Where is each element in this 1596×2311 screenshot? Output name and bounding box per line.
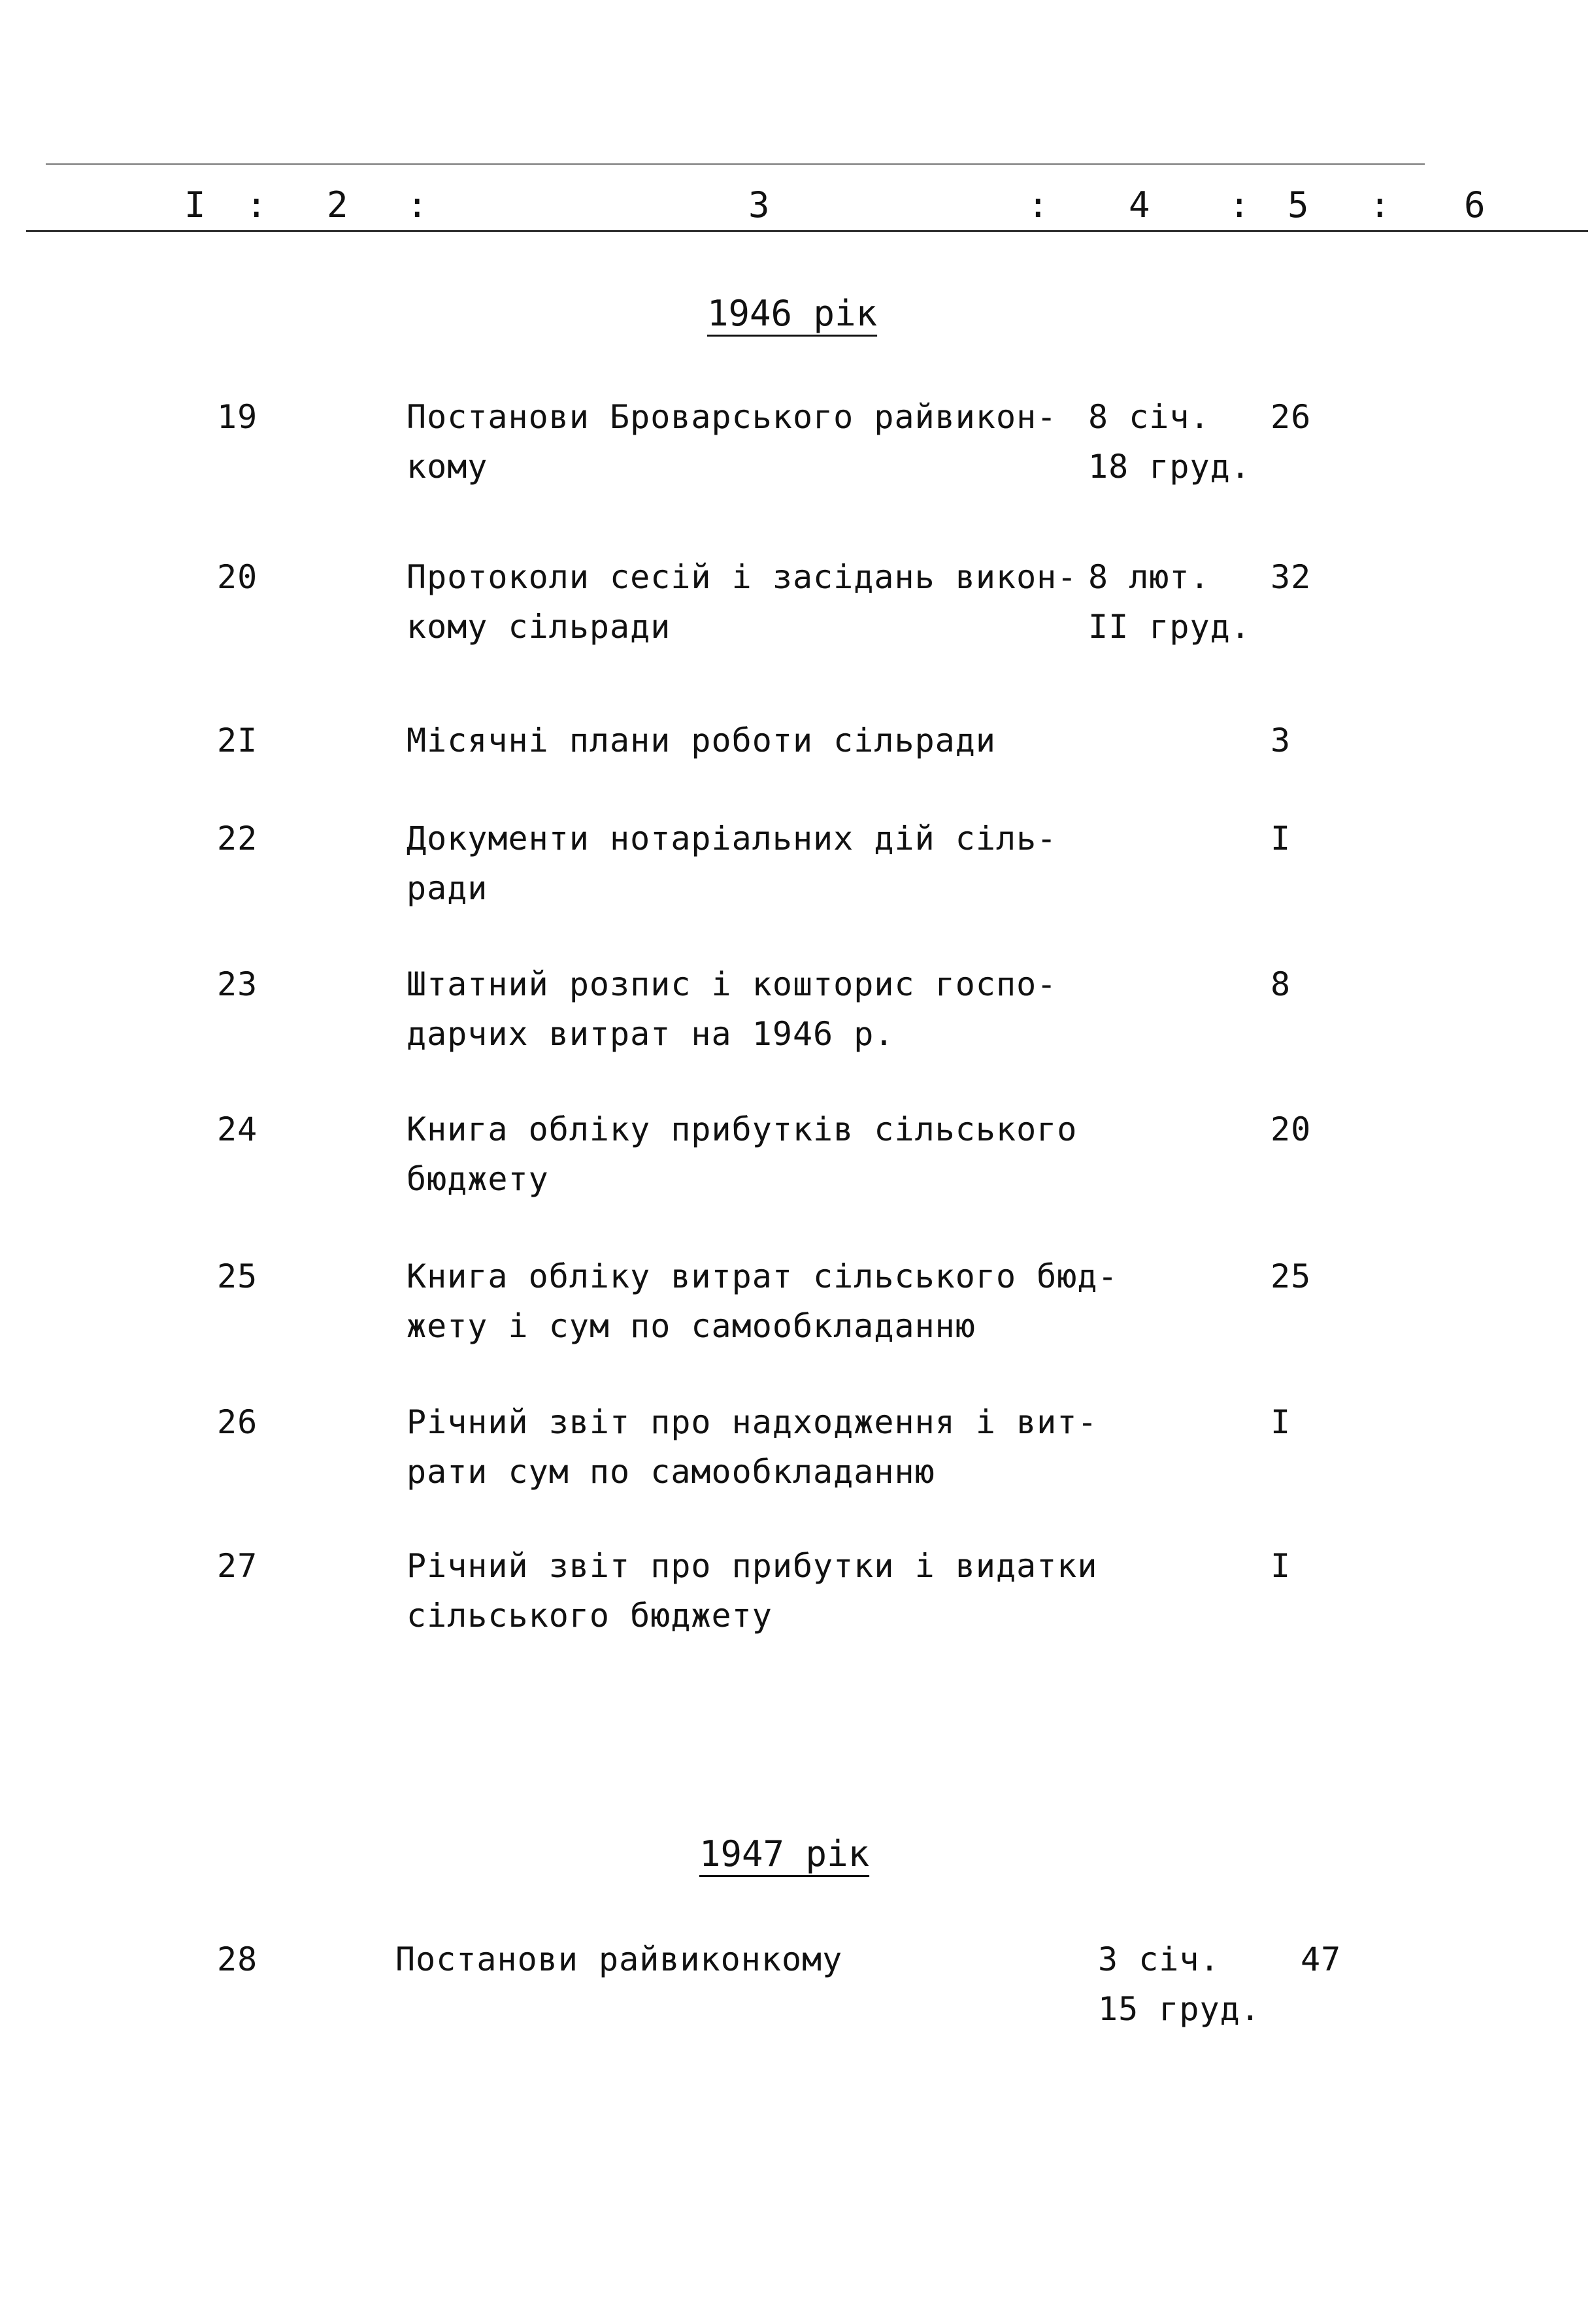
row-title: Місячні плани роботи сільради	[407, 722, 996, 759]
row-number: 23	[217, 965, 258, 1003]
row-count: I	[1271, 1403, 1291, 1441]
row-count: 8	[1271, 965, 1291, 1003]
row-title: Річний звіт про прибутки і видатки	[407, 1547, 1098, 1585]
row-count: 26	[1271, 398, 1312, 436]
row-date: 15 груд.	[1098, 1990, 1261, 2028]
row-date: 8 лют.	[1088, 558, 1210, 596]
row-number: 24	[217, 1110, 258, 1148]
sep: :	[1027, 184, 1049, 225]
row-count: I	[1271, 820, 1291, 857]
row-count: 3	[1271, 722, 1291, 759]
row-number: 2I	[217, 722, 258, 759]
row-title: кому	[407, 448, 488, 486]
col-1: I	[184, 184, 206, 225]
sep: :	[246, 184, 267, 225]
col-3: 3	[748, 184, 770, 225]
row-title: рати сум по самообкладанню	[407, 1453, 935, 1491]
sep: :	[1369, 184, 1391, 225]
sep: :	[407, 184, 428, 225]
col-5: 5	[1288, 184, 1309, 225]
row-title: дарчих витрат на 1946 р.	[407, 1015, 895, 1053]
row-number: 22	[217, 820, 258, 857]
row-title: Штатний розпис і кошторис госпо-	[407, 965, 1057, 1003]
row-count: 32	[1271, 558, 1312, 596]
row-title: Річний звіт про надходження і вит-	[407, 1403, 1098, 1441]
row-title: Книга обліку прибутків сільського	[407, 1110, 1078, 1148]
row-count: I	[1271, 1547, 1291, 1585]
row-title: Документи нотаріальних дій сіль-	[407, 820, 1057, 857]
row-date: 3 січ.	[1098, 1940, 1220, 1978]
row-number: 27	[217, 1547, 258, 1585]
header-bottom-rule	[26, 230, 1588, 232]
row-date: II груд.	[1088, 608, 1251, 646]
row-date: 8 січ.	[1088, 398, 1210, 436]
row-number: 25	[217, 1257, 258, 1295]
row-title: Постанови райвиконкому	[395, 1940, 843, 1978]
row-count: 25	[1271, 1257, 1312, 1295]
row-number: 19	[217, 398, 258, 436]
row-title: жету і сум по самообкладанню	[407, 1307, 976, 1345]
row-number: 26	[217, 1403, 258, 1441]
top-rule	[46, 163, 1425, 165]
row-number: 28	[217, 1940, 258, 1978]
row-title: сільського бюджету	[407, 1597, 773, 1635]
row-title: Постанови Броварського райвикон-	[407, 398, 1057, 436]
col-6: 6	[1464, 184, 1486, 225]
row-title: Книга обліку витрат сільського бюд-	[407, 1257, 1118, 1295]
col-4: 4	[1129, 184, 1150, 225]
sep: :	[1229, 184, 1250, 225]
row-title: Протоколи сесій і засідань викон-	[407, 558, 1078, 596]
section-year: 1947 рік	[699, 1833, 870, 1874]
row-title: бюджету	[407, 1160, 549, 1198]
row-count: 20	[1271, 1110, 1312, 1148]
section-year: 1946 рік	[707, 293, 878, 334]
row-title: ради	[407, 869, 488, 907]
row-count: 47	[1301, 1940, 1342, 1978]
row-title: кому сільради	[407, 608, 671, 646]
row-date: 18 груд.	[1088, 448, 1251, 486]
col-2: 2	[327, 184, 348, 225]
row-number: 20	[217, 558, 258, 596]
